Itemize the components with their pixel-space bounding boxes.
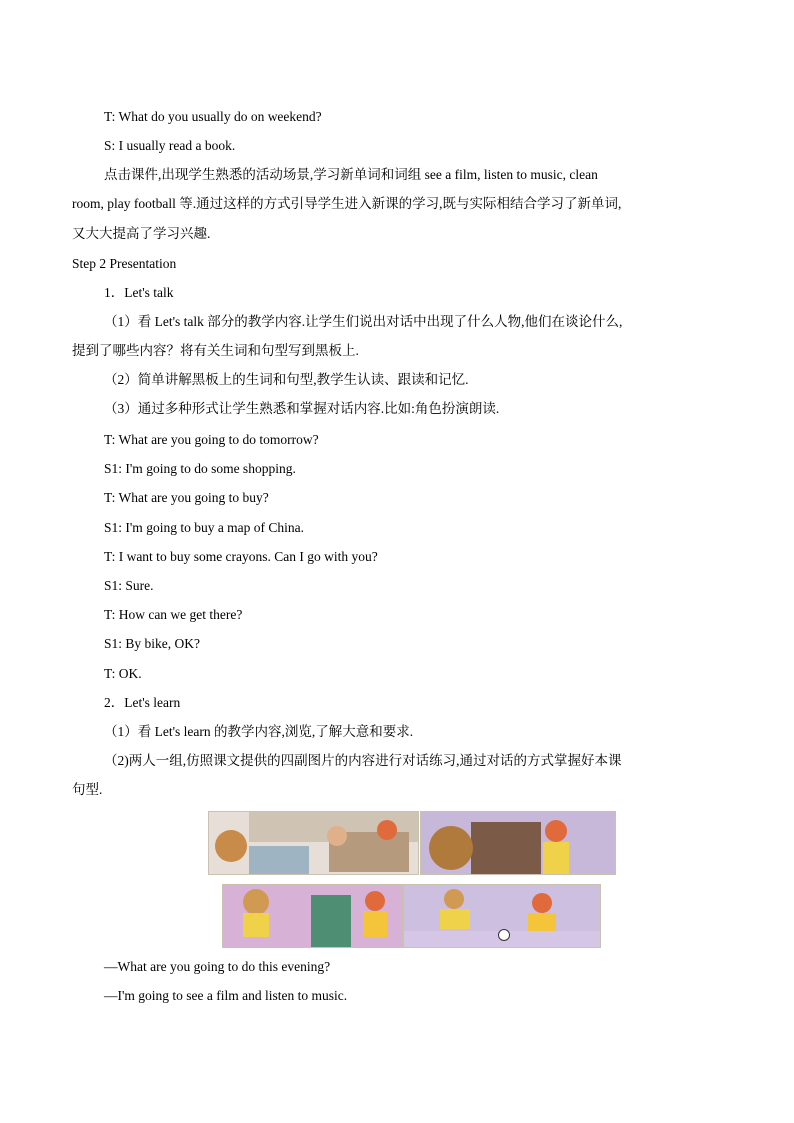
section-heading: 2．Let's learn (104, 695, 181, 710)
dialogue-line: S1: Sure. (104, 578, 154, 593)
illustration-football (403, 884, 601, 948)
illustration-dancing (222, 884, 403, 948)
illustration-talking (420, 811, 616, 875)
text-line: T: What do you usually do on weekend? (104, 109, 322, 124)
text-line: （2）简单讲解黑板上的生词和句型,教学生认读、跟读和记忆. (104, 372, 469, 387)
text-line: room, play football 等.通过这样的方式引导学生进入新课的学习,既与实际相结合学习了新单词, (72, 196, 622, 211)
text-line: 又大大提高了学习兴趣. (72, 226, 211, 241)
text-line: S: I usually read a book. (104, 138, 236, 153)
dialogue-line: T: What are you going to buy? (104, 490, 269, 505)
text-line: （2)两人一组,仿照课文提供的四副图片的内容进行对话练习,通过对话的方式掌握好本课 (104, 753, 622, 768)
dialogue-line: T: How can we get there? (104, 607, 243, 622)
text-line: 提到了哪些内容？将有关生词和句型写到黑板上. (72, 343, 359, 358)
section-heading: 1．Let's talk (104, 285, 174, 300)
dialogue-line: T: I want to buy some crayons. Can I go with you? (104, 549, 378, 564)
text-line: 句型. (72, 782, 103, 797)
text-line: 点击课件,出现学生熟悉的活动场景,学习新单词和词组 see a film, listen to music, clean (104, 167, 598, 182)
dialogue-line: S1: By bike, OK? (104, 636, 200, 651)
illustration-shopping (208, 811, 419, 875)
text-line: （3）通过多种形式让学生熟悉和掌握对话内容.比如:角色扮演朗读. (104, 401, 500, 416)
dialogue-line: —What are you going to do this evening? (104, 959, 331, 974)
dialogue-line: T: OK. (104, 666, 142, 681)
dialogue-line: T: What are you going to do tomorrow? (104, 432, 319, 447)
text-line: （1）看 Let's talk 部分的教学内容.让学生们说出对话中出现了什么人物,他们在谈论什么, (104, 314, 623, 329)
text-line: （1）看 Let's learn 的教学内容,浏览,了解大意和要求. (104, 724, 414, 739)
step-heading: Step 2 Presentation (72, 256, 177, 271)
dialogue-line: S1: I'm going to do some shopping. (104, 461, 296, 476)
dialogue-line: S1: I'm going to buy a map of China. (104, 520, 305, 535)
dialogue-line: —I'm going to see a film and listen to music. (104, 988, 348, 1003)
